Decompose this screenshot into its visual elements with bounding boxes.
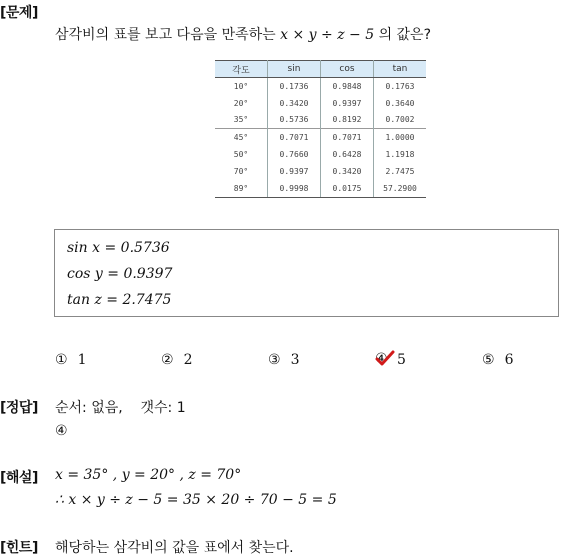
table-cell: 1.0000 bbox=[374, 129, 427, 146]
choice-marker-checked bbox=[375, 352, 391, 368]
table-row bbox=[215, 95, 426, 112]
table-cell: 57.2900 bbox=[374, 180, 427, 197]
choice-4[interactable] bbox=[375, 352, 406, 368]
table-cell: 0.7002 bbox=[374, 112, 427, 129]
choice-2[interactable] bbox=[161, 352, 192, 368]
choice-3[interactable] bbox=[268, 352, 299, 368]
table-cell: 2.7475 bbox=[374, 163, 427, 180]
table-cell: 0.7660 bbox=[268, 146, 321, 163]
explanation-line-1: x = 35° , y = 20° , z = 70° bbox=[55, 467, 242, 483]
explanation-tag: [해설] bbox=[0, 470, 38, 486]
question-text bbox=[55, 24, 431, 44]
table-row bbox=[215, 129, 426, 146]
table-cell: 0.6428 bbox=[321, 146, 374, 163]
answer-value: ④ bbox=[55, 423, 68, 439]
question-expression: x × y ÷ z − 5 bbox=[280, 27, 375, 43]
problem-tag: [문제] bbox=[0, 5, 38, 21]
table-cell: 20° bbox=[215, 95, 268, 112]
table-row bbox=[215, 180, 426, 197]
table-cell: 0.9848 bbox=[321, 78, 374, 95]
check-mark-icon bbox=[375, 349, 395, 369]
choice-1[interactable] bbox=[55, 352, 86, 368]
conditions-box bbox=[54, 229, 559, 317]
table-cell: 10° bbox=[215, 78, 268, 95]
hint-tag: [힌트] bbox=[0, 540, 38, 556]
table-header-tan: tan bbox=[374, 61, 427, 78]
explanation-line-2: ∴ x × y ÷ z − 5 = 35 × 20 ÷ 70 − 5 = 5 bbox=[55, 492, 337, 508]
choice-value: 2 bbox=[183, 352, 193, 368]
table-cell: 0.1763 bbox=[374, 78, 427, 95]
choice-marker: ③ bbox=[268, 352, 281, 368]
table-cell: 0.1736 bbox=[268, 78, 321, 95]
choice-marker: ② bbox=[161, 352, 174, 368]
choice-value: 1 bbox=[77, 352, 87, 368]
condition-cos: cos y = 0.9397 bbox=[67, 266, 173, 282]
choice-value: 3 bbox=[290, 352, 300, 368]
table-cell: 0.9998 bbox=[268, 180, 321, 197]
choice-marker: ④ bbox=[375, 351, 388, 367]
table-row bbox=[215, 163, 426, 180]
trig-table bbox=[215, 60, 426, 198]
table-cell: 0.7071 bbox=[268, 129, 321, 146]
choice-5[interactable] bbox=[482, 352, 513, 368]
table-cell: 0.3420 bbox=[321, 163, 374, 180]
table-cell: 50° bbox=[215, 146, 268, 163]
condition-sin: sin x = 0.5736 bbox=[67, 240, 170, 256]
table-cell: 45° bbox=[215, 129, 268, 146]
table-cell: 35° bbox=[215, 112, 268, 129]
table-cell: 0.8192 bbox=[321, 112, 374, 129]
hint-text: 해당하는 삼각비의 값을 표에서 찾는다. bbox=[55, 540, 294, 556]
condition-tan: tan z = 2.7475 bbox=[67, 292, 172, 308]
table-header-cos: cos bbox=[321, 61, 374, 78]
table-row bbox=[215, 78, 426, 95]
table-cell: 70° bbox=[215, 163, 268, 180]
table-cell: 0.5736 bbox=[268, 112, 321, 129]
table-cell: 0.9397 bbox=[321, 95, 374, 112]
table-cell: 89° bbox=[215, 180, 268, 197]
table-header-angle: 각도 bbox=[215, 61, 268, 78]
table-cell: 0.0175 bbox=[321, 180, 374, 197]
choice-value: 6 bbox=[504, 352, 514, 368]
table-cell: 0.9397 bbox=[268, 163, 321, 180]
table-cell: 1.1918 bbox=[374, 146, 427, 163]
question-suffix: 의 값은? bbox=[378, 27, 432, 43]
answer-tag: [정답] bbox=[0, 400, 38, 416]
choice-marker: ① bbox=[55, 352, 68, 368]
table-cell: 0.7071 bbox=[321, 129, 374, 146]
table-header-row bbox=[215, 61, 426, 78]
table-row bbox=[215, 112, 426, 129]
table-row bbox=[215, 146, 426, 163]
table-cell: 0.3640 bbox=[374, 95, 427, 112]
answer-meta: 순서: 없음, 갯수: 1 bbox=[55, 400, 186, 416]
choice-marker: ⑤ bbox=[482, 352, 495, 368]
choice-value: 5 bbox=[397, 352, 406, 368]
question-prefix: 삼각비의 표를 보고 다음을 만족하는 bbox=[55, 27, 276, 43]
table-cell: 0.3420 bbox=[268, 95, 321, 112]
table-header-sin: sin bbox=[268, 61, 321, 78]
